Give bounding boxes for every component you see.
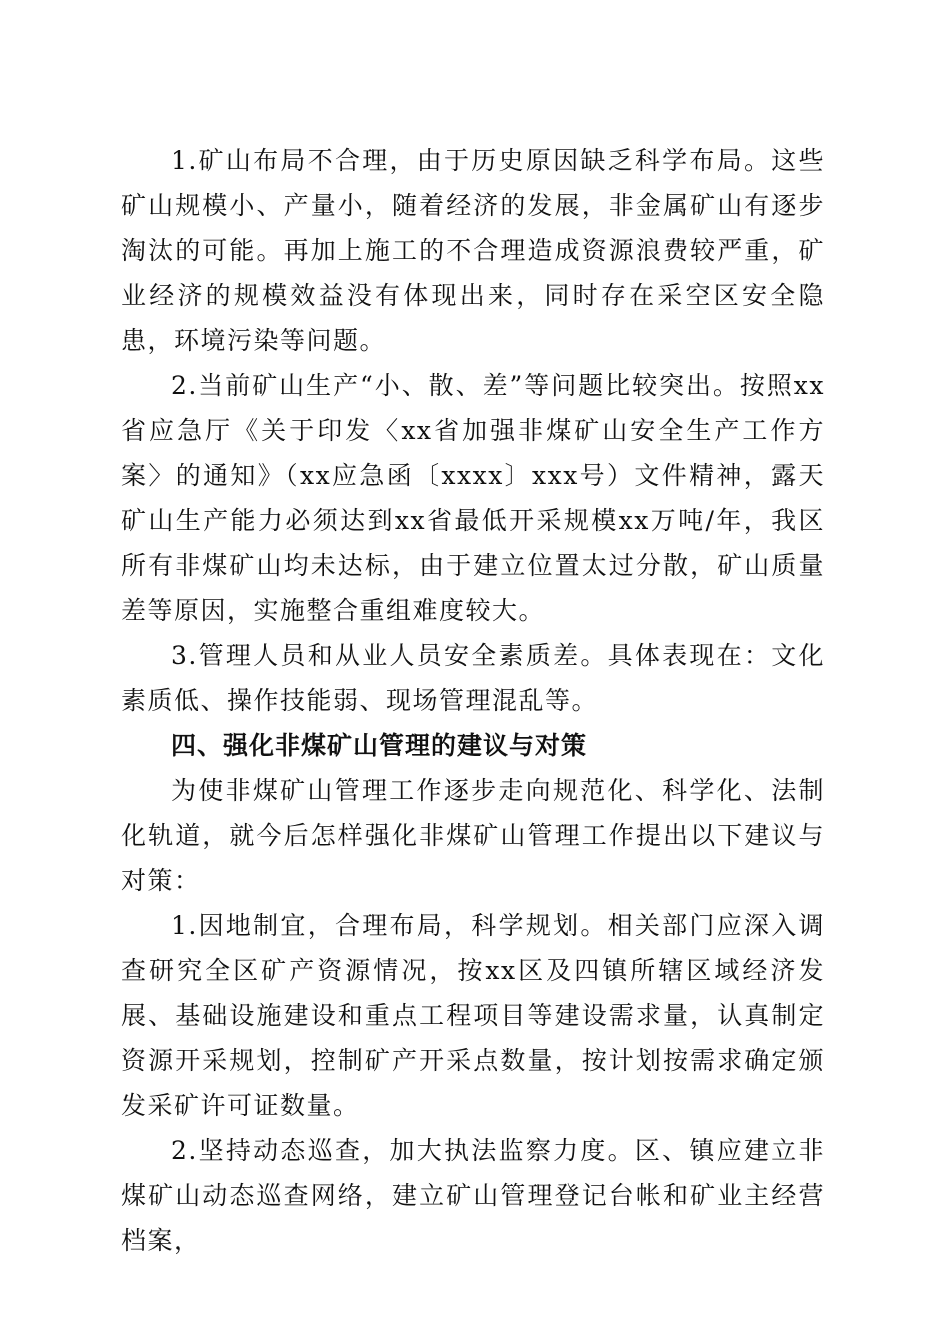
paragraph-1: 1.矿山布局不合理，由于历史原因缺乏科学布局。这些矿山规模小、产量小，随着经济的发展，非金属矿山有逐步淘汰的可能。再加上施工的不合理造成资源浪费较严重，矿业经济的规模效益没有体现出来，同时存在采空区安全隐患，环境污染等问题。 — [121, 146, 825, 355]
paragraph-5: 1.因地制宜，合理布局，科学规划。相关部门应深入调查研究全区矿产资源情况，按xx区及四镇所辖区域经济发展、基础设施建设和重点工程项目等建设需求量，认真制定资源开采规划，控制矿产开采点数量，按计划按需求确定颁发采矿许可证数量。 — [121, 911, 825, 1120]
section-heading: 四、强化非煤矿山管理的建议与对策 — [171, 731, 588, 760]
paragraph-6: 2.坚持动态巡查，加大执法监察力度。区、镇应建立非煤矿山动态巡查网络，建立矿山管理登记台帐和矿业主经营档案， — [121, 1136, 825, 1255]
paragraph-4: 为使非煤矿山管理工作逐步走向规范化、科学化、法制化轨道，就今后怎样强化非煤矿山管理工作提出以下建议与对策： — [121, 776, 825, 895]
paragraph-3: 3.管理人员和从业人员安全素质差。具体表现在：文化素质低、操作技能弱、现场管理混乱等。 — [121, 641, 825, 715]
document-body — [121, 138, 825, 1263]
paragraph-2: 2.当前矿山生产“小、散、差”等问题比较突出。按照xx省应急厅《关于印发〈xx省加强非煤矿山安全生产工作方案〉的通知》（xx应急函〔xxxx〕xxx号）文件精神，露天矿山生产能力必须达到xx省最低开采规模xx万吨/年，我区所有非煤矿山均未达标，由于建立位置太过分散，矿山质量差等原因，实施整合重组难度较大。 — [121, 371, 825, 625]
